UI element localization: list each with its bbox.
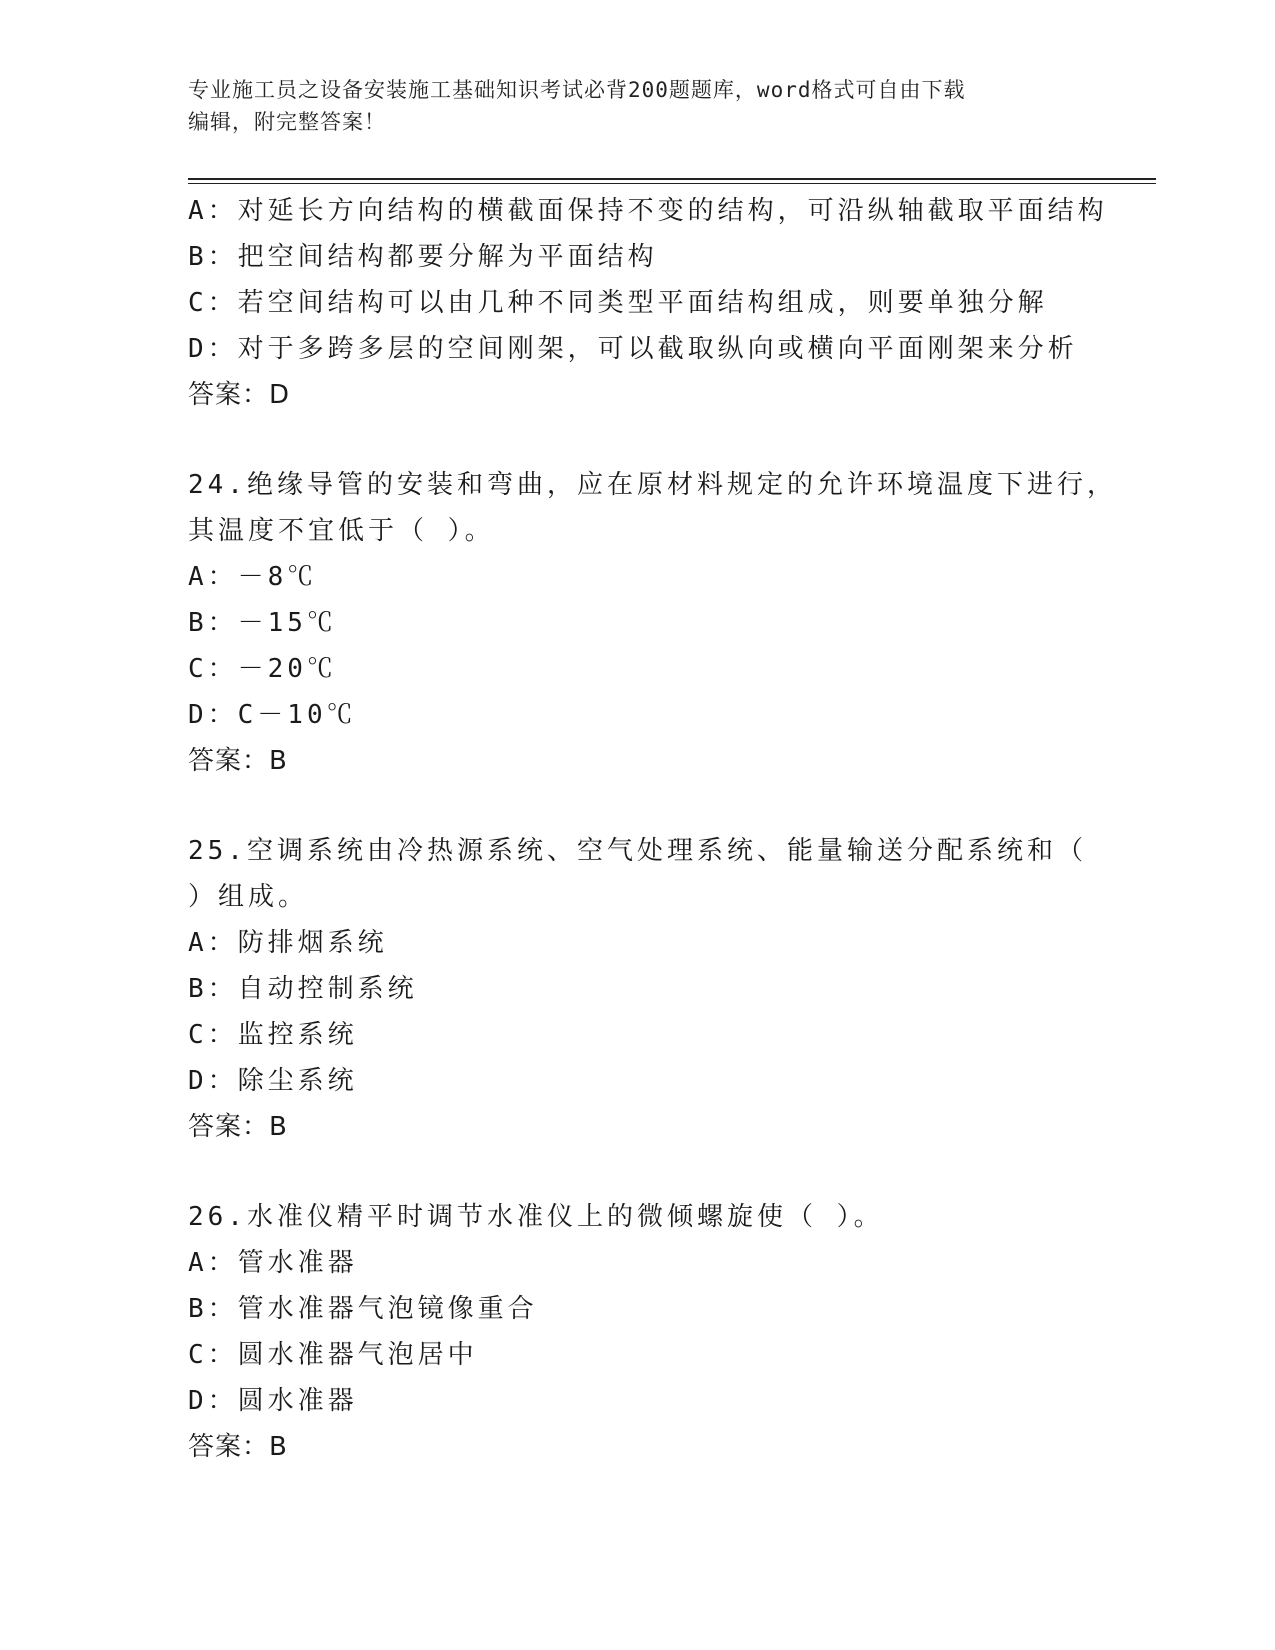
header-title-line-2: 编辑，附完整答案！ [188,110,386,134]
option-b: B：－15℃ [188,608,337,638]
header-divider-thin [188,183,1156,184]
option-b: B：管水准器气泡镜像重合 [188,1294,538,1324]
option-a: A：防排烟系统 [188,928,388,958]
question-stem-line-1: 26.水准仪精平时调节水准仪上的微倾螺旋使（ ）。 [188,1202,884,1232]
answer: 答案：B [188,1432,288,1462]
option-d: D：圆水准器 [188,1386,358,1416]
question-block-23-continued [188,188,1148,418]
question-stem-line-1: 25.空调系统由冷热源系统、空气处理系统、能量输送分配系统和（ [188,836,1087,866]
header-title-line-1: 专业施工员之设备安装施工基础知识考试必背200题题库，word格式可自由下载 [188,78,966,102]
option-c: C：－20℃ [188,654,337,684]
option-a: A：管水准器 [188,1248,358,1278]
option-c: C：圆水准器气泡居中 [188,1340,478,1370]
option-c: C：监控系统 [188,1020,358,1050]
document-header [188,74,1088,138]
answer: 答案：D [188,380,291,410]
question-block-25 [188,828,1148,1150]
answer: 答案：B [188,1112,288,1142]
question-stem-line-2: 其温度不宜低于（ ）。 [188,516,495,546]
option-b: B：把空间结构都要分解为平面结构 [188,242,658,272]
question-stem-line-1: 24.绝缘导管的安装和弯曲，应在原材料规定的允许环境温度下进行， [188,470,1117,500]
option-b: B：自动控制系统 [188,974,418,1004]
answer: 答案：B [188,746,288,776]
option-d: D：C－10℃ [188,700,357,730]
option-a: A：－8℃ [188,562,318,592]
question-block-24 [188,462,1148,784]
option-d: D：除尘系统 [188,1066,358,1096]
option-a: A：对延长方向结构的横截面保持不变的结构，可沿纵轴截取平面结构 [188,196,1108,226]
option-d: D：对于多跨多层的空间刚架，可以截取纵向或横向平面刚架来分析 [188,334,1078,364]
question-stem-line-2: ）组成。 [188,882,309,912]
option-c: C：若空间结构可以由几种不同类型平面结构组成，则要单独分解 [188,288,1048,318]
question-block-26 [188,1194,1148,1470]
header-divider-thick [188,178,1156,180]
question-list [188,188,1148,1470]
